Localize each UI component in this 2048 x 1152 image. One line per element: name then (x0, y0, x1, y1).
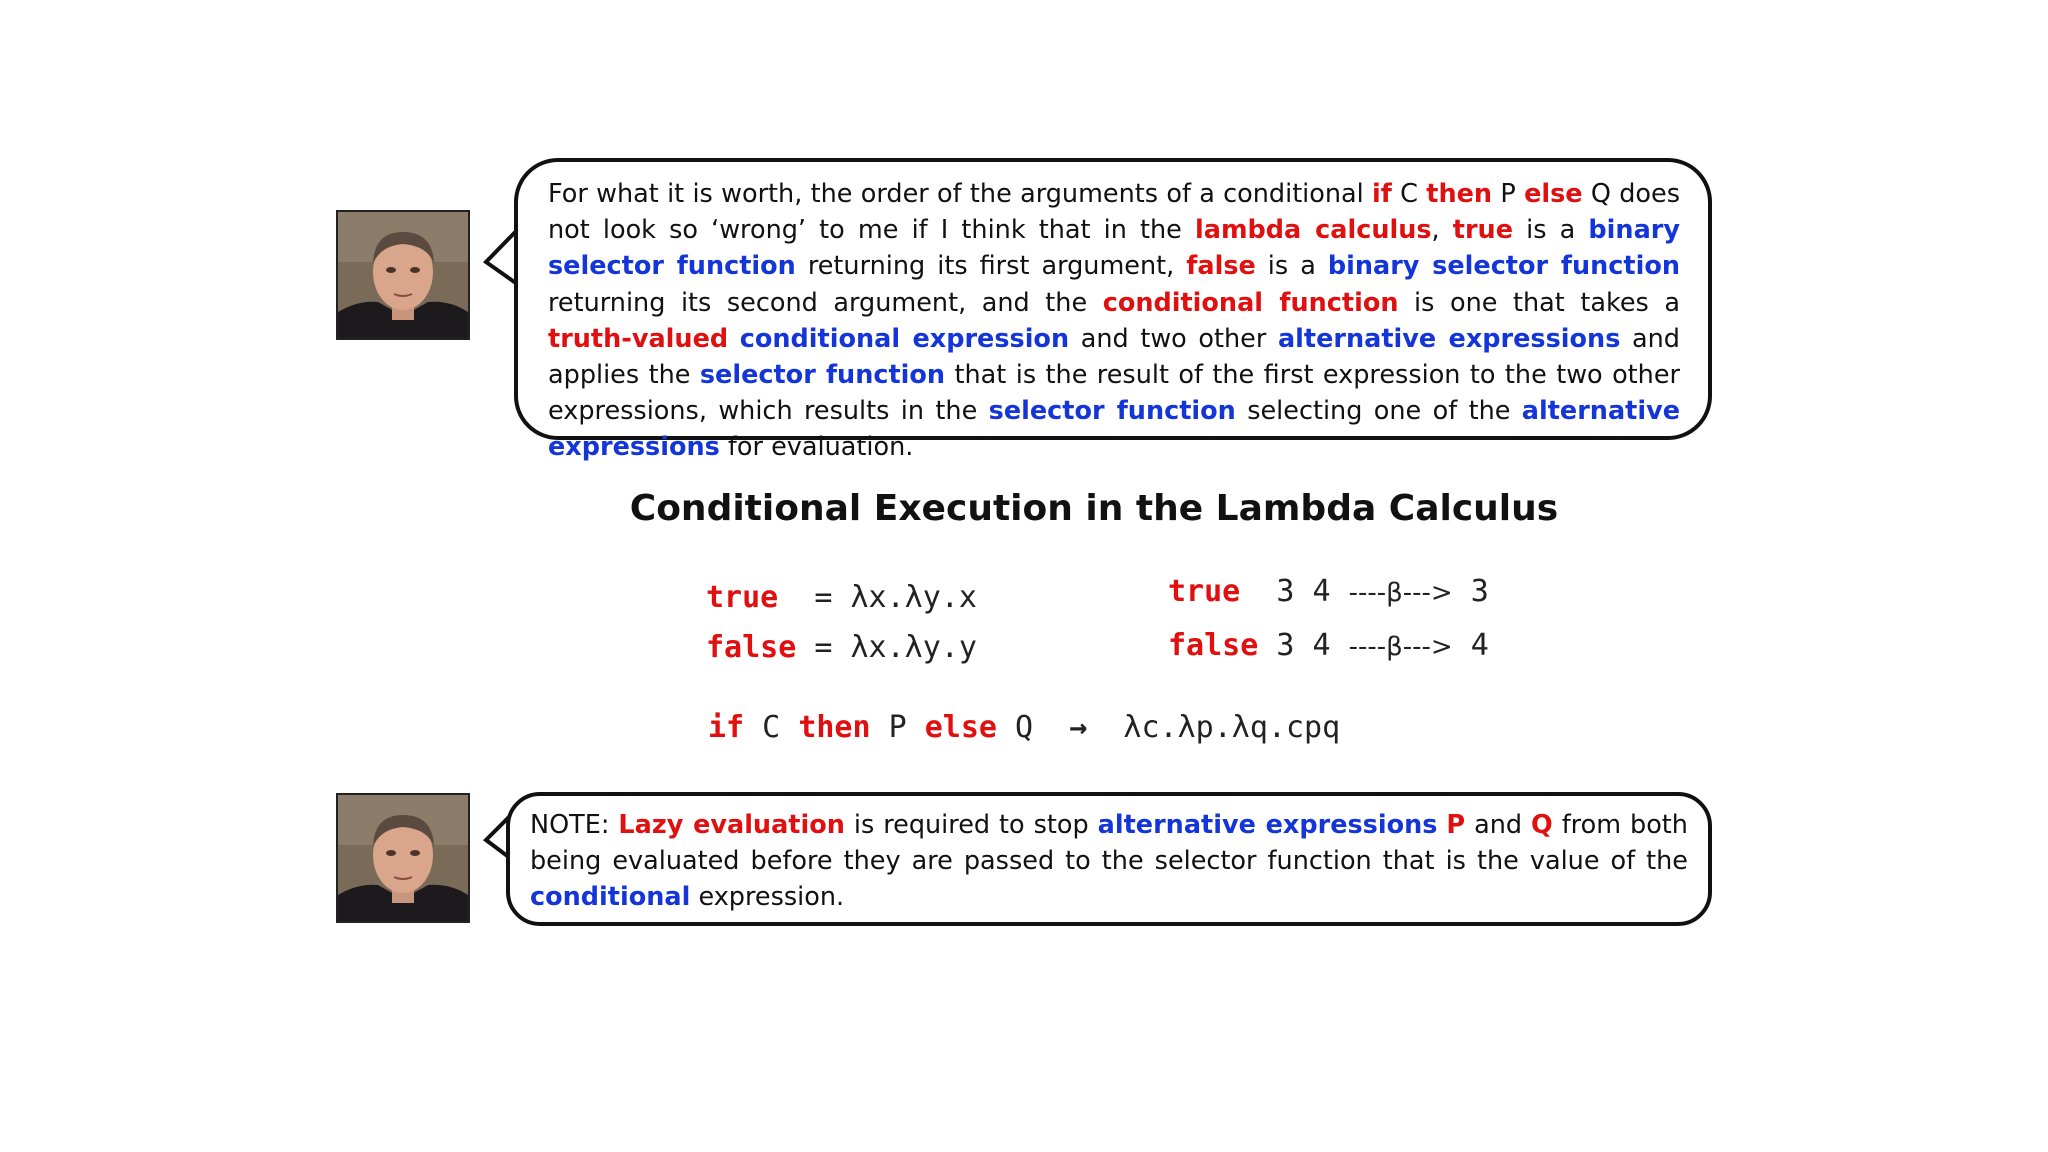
then-keyword: then (798, 710, 871, 745)
speech-bubble-top (514, 158, 1712, 463)
beta-arrow: ----β---> (1348, 578, 1453, 608)
text-segment: Q does not look so ‘wrong’ to me if I think that in the (548, 179, 1680, 246)
else-keyword: else (924, 710, 997, 745)
text-segment: returning its second argument, and the (548, 287, 1103, 318)
text-segment: expression. (690, 882, 845, 913)
highlight-term: conditional expression (739, 323, 1070, 354)
false-reduction-keyword: false (1168, 628, 1259, 663)
person-portrait-icon (338, 212, 468, 338)
true-definition (706, 580, 977, 615)
false-reduction-result: 4 (1452, 628, 1489, 663)
highlight-term: selector function (988, 396, 1236, 427)
highlight-keyword: lambda calculus (1195, 215, 1432, 246)
false-reduction (1168, 628, 1489, 663)
highlight-keyword: true (1452, 215, 1514, 246)
text-segment: selecting one of the (1235, 396, 1522, 427)
true-reduction (1168, 574, 1489, 609)
text-segment: and two other (1069, 323, 1278, 354)
true-reduction-result: 3 (1452, 574, 1489, 609)
text-segment: and applies the (548, 323, 1680, 391)
true-expression: = λx.λy.x (778, 580, 977, 615)
branch-p: P (870, 710, 925, 745)
highlight-keyword: if (1372, 179, 1392, 209)
slide-title: Conditional Execution in the Lambda Calculus (629, 488, 1559, 529)
false-keyword: false (706, 630, 797, 665)
branch-q: Q (997, 710, 1070, 745)
highlight-keyword: P (1446, 810, 1466, 840)
highlight-term: alternative expressions (548, 396, 1681, 463)
highlight-keyword: Q (1531, 810, 1553, 840)
text-segment: C (1391, 179, 1427, 209)
true-reduction-keyword: true (1168, 574, 1241, 609)
true-reduction-args: 3 4 (1240, 574, 1349, 609)
highlight-term: alternative expressions (1277, 323, 1621, 354)
highlight-keyword: false (1186, 251, 1256, 282)
text-segment: from both being evaluated before they are passed to the selector function that is the value of the (530, 810, 1688, 877)
highlight-keyword: conditional function (1102, 287, 1399, 318)
false-expression: = λx.λy.y (796, 630, 977, 665)
text-segment: NOTE: (530, 810, 619, 840)
text-segment: P (1492, 179, 1525, 209)
beta-arrow: ----β---> (1348, 632, 1453, 662)
highlight-term: binary selector function (1327, 251, 1680, 282)
person-portrait-icon (338, 795, 468, 921)
if-keyword: if (708, 710, 745, 745)
right-arrow-icon: → (1069, 710, 1088, 745)
false-reduction-args: 3 4 (1258, 628, 1349, 663)
speech-bubble-bottom (506, 792, 1712, 926)
text-segment: that is the result of the first expression to the two other expressions, which results in the (548, 360, 1681, 427)
text-segment: and (1465, 810, 1532, 840)
avatar-portrait-top (336, 210, 470, 340)
bubble-top-text (548, 176, 1680, 466)
text-segment: returning its first argument, (795, 251, 1187, 282)
highlight-keyword: else (1524, 179, 1583, 209)
false-definition (706, 630, 977, 665)
text-segment (728, 324, 740, 354)
condition-c: C (744, 710, 799, 745)
highlight-term: alternative expressions (1097, 810, 1438, 840)
text-segment: is a (1255, 251, 1328, 282)
text-segment: is one that takes a (1398, 287, 1680, 318)
highlight-term: conditional (530, 882, 691, 913)
text-segment: for evaluation. (719, 432, 914, 463)
text-segment: , (1431, 215, 1453, 246)
true-keyword: true (706, 580, 779, 615)
if-translation (708, 710, 1340, 745)
highlight-term: selector function (699, 360, 946, 391)
text-segment: For what it is worth, the order of the arguments of a conditional (548, 179, 1373, 209)
avatar-portrait-bottom (336, 793, 470, 923)
text-segment: is a (1513, 215, 1589, 246)
lambda-result: λc.λp.λq.cpq (1087, 710, 1341, 745)
bubble-bottom-text (530, 807, 1688, 916)
highlight-keyword: Lazy evaluation (618, 810, 845, 840)
text-segment: is required to stop (844, 810, 1098, 840)
highlight-keyword: then (1426, 179, 1493, 209)
highlight-term: binary selector function (548, 215, 1680, 282)
highlight-keyword: truth-valued (548, 323, 729, 354)
